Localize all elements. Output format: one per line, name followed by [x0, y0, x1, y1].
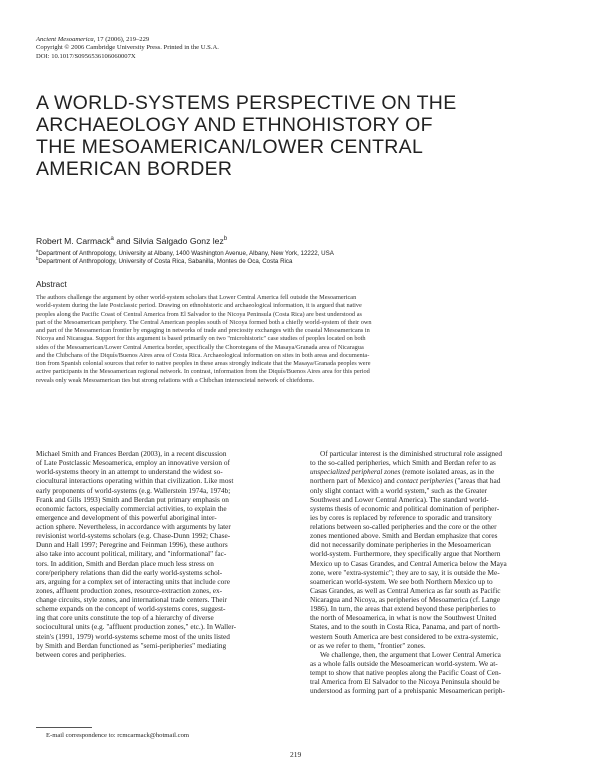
- title-line: ARCHAEOLOGY AND ETHNOHISTORY OF: [36, 114, 433, 136]
- text-line: [36, 568, 290, 577]
- text-line: [310, 659, 564, 668]
- text-run: ("areas that had: [453, 476, 501, 486]
- text-run: ciocultural interactions operating within that civilization. Like most: [36, 476, 234, 486]
- text-run: 1986). In turn, the areas that extend beyond these peripheries to: [310, 604, 496, 614]
- text-line: [36, 632, 290, 641]
- text-line: [310, 458, 564, 467]
- text-line: [310, 467, 564, 476]
- affiliation-2: [36, 258, 334, 266]
- text-line: [36, 531, 290, 540]
- text-line: [310, 613, 564, 622]
- text-run: understood as forming part of a prehispanic Mesoamerican periph-: [310, 686, 505, 696]
- text-line: [36, 486, 290, 495]
- article-title: [36, 92, 476, 180]
- text-line: [310, 650, 564, 659]
- text-run: Southwest and Lower Central America). The standard world-: [310, 494, 489, 504]
- abstract-line: tion from Spanish colonial sources that refer to native peoples in these areas strongly indicate that the Masaya/Granada peoples were: [36, 360, 371, 367]
- text-run: Frank and Gills 1993) Smith and Berdan put primary emphasis on: [36, 494, 229, 504]
- abstract-line: The authors challenge the argument by other world-system scholars that Lower Central America fell outside the Mesoamerican: [36, 294, 357, 301]
- title-line: A WORLD-SYSTEMS PERSPECTIVE ON THE: [36, 92, 457, 114]
- abstract-line: Nicoya and Nicaragua. Support for this argument is based primarily on two "microhistoric" case studies of peoples located on both: [36, 335, 366, 343]
- journal-header: [36, 36, 219, 61]
- text-run: tral America from El Salvador to the Nicoya Peninsula should be: [310, 677, 500, 687]
- author-2-mark: b: [223, 236, 228, 243]
- text-line: [36, 650, 290, 659]
- text-run: also take into account political, military, and "informational" fac-: [36, 549, 227, 559]
- text-line: [36, 586, 290, 595]
- text-line: [310, 586, 564, 595]
- abstract-line: reveals only weak Mesoamerican ties but strong relations with a Chibchan intersocietal network of chiefdoms.: [36, 376, 315, 384]
- text-run: early proponents of world-systems (e.g. Wallerstein 1974a, 1974b;: [36, 485, 231, 495]
- abstract-line: and the Chibchans of the Diquís/Buenos Aires area of Costa Rica. Archaeological information on sites in both areas and documenta-: [36, 351, 370, 359]
- abstract-line: part of the Mesoamerican periphery. The Central American peoples south of Nicoya formed both a chiefly world-system of their own: [36, 318, 372, 326]
- text-run: Of particular interest is the diminished structural role assigned: [320, 449, 502, 458]
- text-line: [310, 668, 564, 677]
- affiliation-2-mark: b: [36, 256, 39, 262]
- text-line: [310, 495, 564, 504]
- text-run: scheme expands on the concept of world-systems cores, suggest-: [36, 604, 226, 614]
- text-line: [310, 686, 564, 695]
- text-line: [36, 504, 290, 513]
- text-line: [310, 632, 564, 641]
- affiliation-1-mark: a: [36, 247, 39, 253]
- abstract-heading: Abstract: [36, 279, 67, 289]
- text-line: [36, 577, 290, 586]
- text-run: the north of Mesoamerica, in what is now the Southwest United: [310, 613, 497, 623]
- copyright-line: Copyright © 2006 Cambridge University Press. Printed in the U.S.A.: [36, 44, 219, 52]
- text-line: [36, 540, 290, 549]
- text-line: [36, 613, 290, 622]
- text-line: [310, 622, 564, 631]
- text-run: Mexico up to Casas Grandes, and Central America below the Maya: [310, 558, 507, 568]
- text-run: only slight contact with a world system," such as the Greater: [310, 485, 488, 495]
- text-run: between cores and peripheries.: [36, 649, 126, 659]
- abstract-line: sides of the Mesoamerican/Lower Central America border, specifically the Chorotegans of the Masaya/Granada area of Nicaragua: [36, 343, 364, 351]
- text-run: Casas Grandes, as well as Central America as far south as Pacific: [310, 585, 501, 595]
- title-line: THE MESOAMERICAN/LOWER CENTRAL: [36, 136, 424, 158]
- text-run: relations between so-called peripheries and the core or the other: [310, 522, 497, 531]
- text-run: ing that core units constitute the top of a hierarchy of diverse: [36, 613, 214, 623]
- text-run: Dunn and Hall 1997; Peregrine and Feinman 1996), these authors: [36, 540, 228, 550]
- text-line: [310, 604, 564, 613]
- text-run: zones, affluent production zones, resource-extraction zones, ex-: [36, 585, 223, 595]
- text-line: [36, 641, 290, 650]
- text-line: [36, 476, 290, 485]
- text-run: ars, arguing for a complex set of interacting units that include core: [36, 576, 230, 586]
- text-line: [310, 568, 564, 577]
- text-line: [36, 449, 290, 458]
- text-run: world-systems theory in an attempt to understand the widest so-: [36, 467, 223, 477]
- text-line: [36, 513, 290, 522]
- text-run: zones mentioned above. Smith and Berdan emphasize that cores: [310, 531, 498, 541]
- text-line: [310, 486, 564, 495]
- footnote-rule: [36, 727, 92, 728]
- text-run: systems thesis of economic and political domination of peripher-: [310, 503, 500, 513]
- author-2: Silvia Salgado Gonz lez: [132, 236, 224, 246]
- text-line: [36, 559, 290, 568]
- text-run: Michael Smith and Frances Berdan (2003), in a recent discussion: [36, 449, 227, 458]
- text-run: did not necessarily dominate peripheries in the Mesoamerican: [310, 540, 491, 550]
- text-run: We challenge, then, the argument that Lower Central America: [320, 649, 501, 659]
- text-line: [310, 522, 564, 531]
- text-line: [310, 513, 564, 522]
- abstract-line: world-system during the late Postclassic period. Drawing on ethnohistoric and archaeological information, it is argued that native: [36, 302, 362, 310]
- text-line: [310, 531, 564, 540]
- text-run: change circuits, style zones, and international trade centers. Their: [36, 595, 227, 604]
- text-line: [36, 604, 290, 613]
- text-run: revisionist world-systems scholars (e.g. Chase-Dunn 1992; Chase-: [36, 531, 231, 541]
- text-line: [36, 549, 290, 558]
- title-line: AMERICAN BORDER: [36, 158, 233, 180]
- text-line: [310, 504, 564, 513]
- journal-name: Ancient Mesoamerica: [36, 36, 94, 43]
- text-run: core/periphery relations than did the early world-systems schol-: [36, 567, 223, 577]
- text-run: to the so-called peripheries, which Smith and Berdan refer to as: [310, 458, 496, 468]
- author-1: Robert M. Carmack: [36, 236, 111, 246]
- italic-term: contact peripheries: [396, 476, 454, 486]
- text-line: [310, 549, 564, 558]
- text-run: ies by cores is replaced by reference to sporadic and transitory: [310, 512, 492, 522]
- text-line: [36, 595, 290, 604]
- abstract-line: active participants in the Mesoamerican regional network. In contrast, information from the Diquís/Buenos Aires area for this period: [36, 368, 370, 376]
- text-line: [36, 622, 290, 631]
- text-run: tors. In addition, Smith and Berdan place much less stress on: [36, 558, 214, 568]
- text-run: northern part of Mexico) and: [310, 476, 397, 486]
- text-run: States, and to the south in Costa Rica, Panama, and part of north-: [310, 622, 501, 632]
- text-run: as a whole falls outside the Mesoamerican world-system. We at-: [310, 658, 498, 668]
- footnote-email: E-mail correspondence to: rcmcarmack@hotmail.com: [46, 732, 190, 739]
- doi-line: DOI: 10.1017/S0956536106060007X: [36, 52, 136, 60]
- text-line: [36, 458, 290, 467]
- author-1-mark: a: [110, 236, 114, 243]
- text-run: soamerican world-system. We see both Northern Mexico up to: [310, 576, 493, 586]
- text-run: Nicaragua and Nicoya, as peripheries of Mesoamerica (cf. Lange: [310, 595, 501, 604]
- abstract-line: peoples along the Pacific Coast of Central America from El Salvador to the Nicoya Peninsula (Costa Rica) are best understood as: [36, 310, 362, 318]
- text-run: or as we refer to them, "frontier" zones.: [310, 640, 426, 650]
- abstract-line: and part of the Mesoamerican frontier by engaging in networks of trade and preciosity exchanges with the coastal Mesoamericans in: [36, 327, 370, 334]
- text-line: [36, 467, 290, 476]
- text-run: (remote isolated areas, as in the: [400, 467, 495, 477]
- text-run: economic factors, especially commercial activities, to explain the: [36, 503, 227, 513]
- text-line: [310, 540, 564, 549]
- text-line: [310, 677, 564, 686]
- text-run: of Late Postclassic Mesoamerica, employ an innovative version of: [36, 458, 230, 468]
- text-run: zone, were "extra-systemic"; they are to say, it is outside the Me-: [310, 567, 500, 577]
- citation-rest: , 17 (2006), 219–229: [93, 36, 150, 43]
- text-line: [310, 577, 564, 586]
- text-line: [36, 522, 290, 531]
- author-line: [36, 236, 227, 246]
- text-run: emergence and development of this powerful aboriginal inter-: [36, 512, 217, 522]
- affiliation-1-text: Department of Anthropology, University at Albany, 1400 Washington Avenue, Albany, New York, 12222, USA: [38, 250, 334, 257]
- text-run: sociocultural units (e.g. "affluent production zones," etc.). In Waller-: [36, 622, 237, 632]
- affiliations: [36, 247, 334, 267]
- text-run: world-system. Furthermore, they specifically argue that Northern: [310, 549, 501, 559]
- text-run: tempt to show that native peoples along the Pacific Coast of Cen-: [310, 668, 502, 677]
- italic-term: unspecialized peripheral zones: [310, 467, 401, 477]
- affiliation-2-text: Department of Anthropology, University of Costa Rica, Sabanilla, Montes de Oca, Costa Rica: [38, 258, 293, 266]
- text-run: by Smith and Berdan functioned as "semi-peripheries" mediating: [36, 640, 227, 650]
- text-line: [310, 641, 564, 650]
- text-run: western South America are best considered to be extra-systemic,: [310, 631, 499, 641]
- citation-line: [36, 36, 219, 44]
- text-run: action sphere. Nevertheless, in accordance with arguments by later: [36, 522, 231, 531]
- body-column-right: [310, 449, 564, 695]
- text-line: [36, 495, 290, 504]
- text-line: [310, 476, 564, 485]
- text-run: stein's (1991, 1979) world-systems scheme most of the units listed: [36, 631, 230, 641]
- page-number: 219: [290, 750, 302, 759]
- body-column-left: [36, 449, 290, 659]
- author-connector: and: [113, 236, 133, 246]
- text-line: [310, 559, 564, 568]
- text-line: [310, 595, 564, 604]
- abstract-body: [36, 294, 564, 385]
- text-line: [310, 449, 564, 458]
